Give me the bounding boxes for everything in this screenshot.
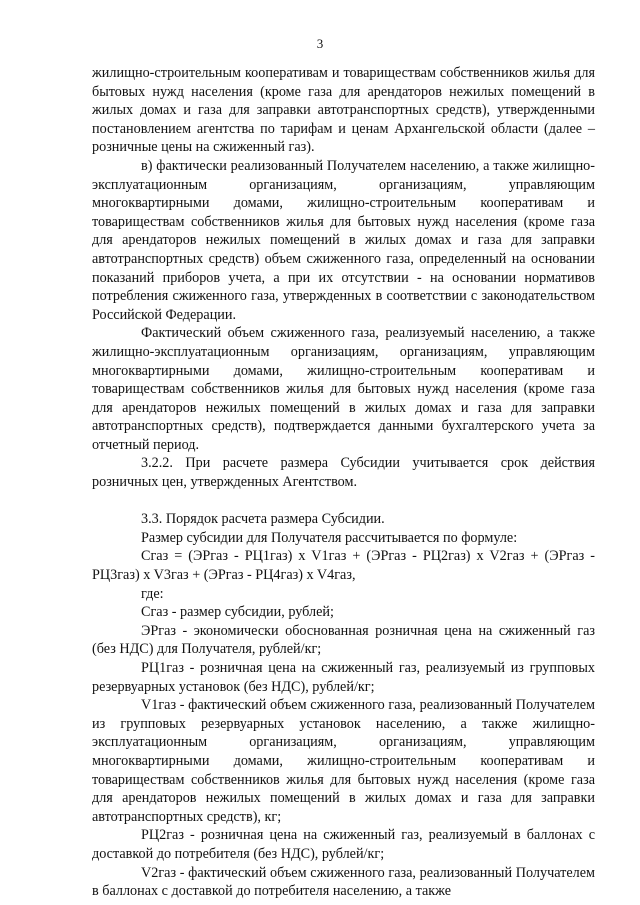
paragraph-3-3-heading: 3.3. Порядок расчета размера Субсидии. [141, 511, 385, 528]
definition-ergaz: ЭРгаз - экономически обоснованная розничная цена на сжиженный газ (без НДС) для Получателя, рублей/кг; [92, 622, 595, 658]
definition-rc2gaz: РЦ2газ - розничная цена на сжиженный газ, реализуемый в баллонах с доставкой до потребителя (без НДС), рублей/кг; [92, 827, 595, 862]
page-number: 3 [316, 36, 324, 51]
paragraph-retail-prices-continued: жилищно-строительным кооперативам и товариществам собственников жилья для бытовых нужд населения (кроме газа для арендаторов нежилых помещений в жилых домах и газа для заправки автотранспортных средств), утвержденными постановлением агентства по тарифам и ценам Архангельской области (далее – розничные цены на сжиженный газ). [92, 65, 595, 156]
definition-rc1gaz: РЦ1газ - розничная цена на сжиженный газ, реализуемый из групповых резервуарных установок (без НДС), рублей/кг; [92, 660, 595, 695]
paragraph-3-2-2: 3.2.2. При расчете размера Субсидии учитывается срок действия розничных цен, утвержденных Агентством. [92, 455, 595, 491]
paragraph-formula: Сгаз = (ЭРгаз - РЦ1газ) x V1газ + (ЭРгаз - РЦ2газ) x V2газ + (ЭРгаз - РЦ3газ) x V3газ + (ЭРгаз - РЦ4газ) x V4газ, [92, 548, 595, 584]
document-body [92, 64, 595, 901]
paragraph-actual-volume: Фактический объем сжиженного газа, реализуемый населению, а также жилищно-эксплуатационным организациям, организациям, управляющим многоквартирными домами, жилищно-строительным кооперативам и товариществам собственников жилья для бытовых нужд населения (кроме газа для арендаторов нежилых помещений в жилых домах и газа для заправки автотранспортных средств), подтверждается данными бухгалтерского учета за отчетный период. [92, 325, 595, 453]
paragraph-where: где: [141, 585, 164, 602]
paragraph-formula-intro: Размер субсидии для Получателя рассчитывается по формуле: [141, 529, 518, 546]
definition-v2gaz: V2газ - фактический объем сжиженного газа, реализованный Получателем в баллонах с доставкой до потребителя населению, а также [92, 864, 595, 900]
definition-sgaz: Сгаз - размер субсидии, рублей; [141, 604, 334, 621]
paragraph-item-v: в) фактически реализованный Получателем населению, а также жилищно-эксплуатационным организациям, организациям, управляющим многоквартирными домами, жилищно-строительным кооперативам и товариществам собственников жилья для бытовых нужд населения (кроме газа для арендаторов нежилых помещений в жилых домах и газа для заправки автотранспортных средств) объем сжиженного газа, определенный на основании показаний приборов учета, а при их отсутствии - на основании нормативов потребления сжиженного газа, утвержденных в соответствии с законодательством Российской Федерации. [92, 157, 595, 323]
definition-v1gaz: V1газ - фактический объем сжиженного газа, реализованный Получателем из групповых резервуарных установок населению, а также жилищно-эксплуатационным организациям, организациям, управляющим многоквартирными домами, жилищно-строительным кооперативам и товариществам собственников жилья для бытовых нужд населения (кроме газа для арендаторов нежилых помещений в жилых домах и газа для заправки автотранспортных средств), кг; [92, 697, 595, 825]
